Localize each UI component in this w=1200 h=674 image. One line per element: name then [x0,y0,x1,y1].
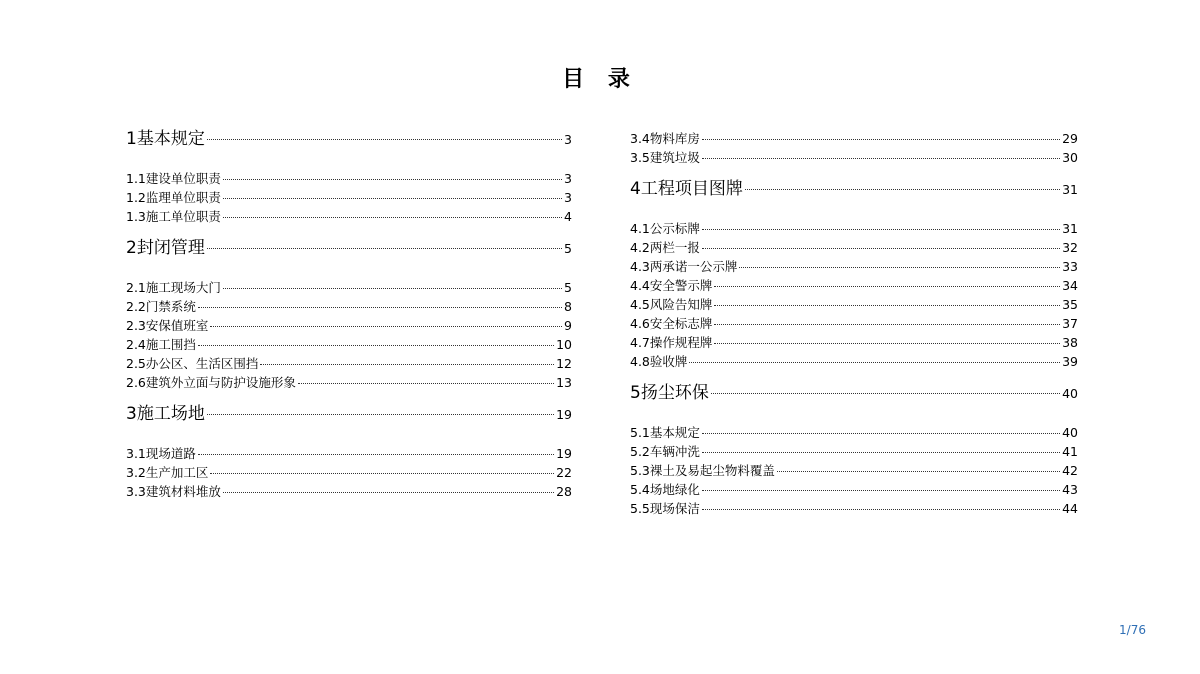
toc-entry-label: 1.3施工单位职责 [126,209,221,224]
toc-entry[interactable] [630,295,1078,314]
toc-page-number: 19 [556,446,572,461]
toc-section-heading[interactable] [630,381,1078,405]
toc-heading-label: 3施工场地 [126,404,205,424]
toc-leader-dots [714,305,1060,306]
toc-leader-dots [210,473,554,474]
toc-heading-label: 2封闭管理 [126,238,205,258]
toc-entry-label: 2.5办公区、生活区围挡 [126,356,259,371]
toc-page-number: 39 [1062,354,1078,369]
toc-entry-label: 3.1现场道路 [126,446,196,461]
toc-leader-dots [739,267,1060,268]
toc-entry[interactable] [630,480,1078,499]
toc-page-number: 29 [1062,131,1078,146]
toc-page-number: 31 [1062,182,1078,197]
toc-page-number: 10 [556,337,572,352]
toc-entry-label: 2.1施工现场大门 [126,280,221,295]
toc-entry-label: 2.6建筑外立面与防护设施形象 [126,375,296,390]
toc-page-number: 3 [564,190,572,205]
toc-leader-dots [207,139,562,140]
toc-page-number: 31 [1062,221,1078,236]
toc-entry[interactable] [630,276,1078,295]
toc-entry-label: 3.3建筑材料堆放 [126,484,221,499]
toc-entry[interactable] [126,207,572,226]
toc-entry[interactable] [630,499,1078,518]
toc-entry-label: 2.3安保值班室 [126,318,209,333]
toc-entry[interactable] [126,373,572,392]
toc-section-heading[interactable] [630,177,1078,201]
toc-leader-dots [702,509,1060,510]
toc-page-number: 42 [1062,463,1078,478]
toc-entry[interactable] [630,442,1078,461]
toc-entry[interactable] [126,354,572,373]
toc-right-column [630,129,1078,518]
toc-entry[interactable] [126,444,572,463]
toc-leader-dots [223,217,562,218]
page-title: 目 录 [562,67,638,92]
toc-entry-label: 4.5风险告知牌 [630,297,713,312]
toc-entry[interactable] [126,169,572,188]
toc-leader-dots [207,414,554,415]
toc-entry[interactable] [630,333,1078,352]
toc-page-number: 3 [564,132,572,147]
toc-leader-dots [223,492,554,493]
toc-leader-dots [689,362,1060,363]
toc-leader-dots [260,364,554,365]
toc-leader-dots [714,324,1060,325]
toc-leader-dots [714,343,1060,344]
toc-page-number: 34 [1062,278,1078,293]
toc-left-column [126,127,572,501]
toc-leader-dots [223,198,562,199]
toc-entry-label: 1.2监理单位职责 [126,190,221,205]
toc-entry-label: 3.4物料库房 [630,131,700,146]
toc-entry-label: 5.5现场保洁 [630,501,700,516]
toc-leader-dots [210,326,562,327]
toc-leader-dots [223,179,562,180]
toc-page-number: 9 [564,318,572,333]
toc-entry[interactable] [630,423,1078,442]
toc-leader-dots [745,189,1060,190]
toc-page-number: 5 [564,280,572,295]
toc-leader-dots [702,452,1060,453]
toc-leader-dots [198,307,562,308]
toc-leader-dots [777,471,1060,472]
toc-leader-dots [711,393,1060,394]
toc-entry[interactable] [126,482,572,501]
toc-entry[interactable] [126,316,572,335]
toc-leader-dots [198,454,554,455]
toc-leader-dots [702,248,1060,249]
toc-page-number: 4 [564,209,572,224]
toc-entry-label: 5.2车辆冲洗 [630,444,700,459]
toc-page-number: 13 [556,375,572,390]
toc-heading-label: 5扬尘环保 [630,383,709,403]
toc-page-number: 37 [1062,316,1078,331]
toc-page-number: 5 [564,241,572,256]
toc-leader-dots [702,229,1060,230]
toc-page-number: 8 [564,299,572,314]
toc-entry-label: 4.4安全警示牌 [630,278,713,293]
toc-entry-label: 4.2两栏一报 [630,240,700,255]
toc-page-number: 30 [1062,150,1078,165]
toc-entry-label: 4.6安全标志牌 [630,316,713,331]
toc-entry-label: 3.5建筑垃圾 [630,150,700,165]
toc-entry[interactable] [126,278,572,297]
toc-page-number: 44 [1062,501,1078,516]
toc-entry[interactable] [630,314,1078,333]
toc-leader-dots [223,288,562,289]
toc-section-heading[interactable] [126,236,572,260]
toc-section-heading[interactable] [126,127,572,151]
toc-entry[interactable] [630,148,1078,167]
toc-entry-label: 4.1公示标牌 [630,221,700,236]
toc-leader-dots [714,286,1060,287]
toc-leader-dots [198,345,554,346]
toc-page-number: 3 [564,171,572,186]
toc-entry-label: 5.3裸土及易起尘物料覆盖 [630,463,775,478]
toc-leader-dots [702,158,1060,159]
toc-entry[interactable] [630,461,1078,480]
toc-entry-label: 4.8验收牌 [630,354,688,369]
toc-page-number: 12 [556,356,572,371]
toc-entry-label: 5.4场地绿化 [630,482,700,497]
toc-entry-label: 2.2门禁系统 [126,299,196,314]
toc-leader-dots [702,139,1060,140]
toc-page-number: 40 [1062,386,1078,401]
toc-entry[interactable] [630,129,1078,148]
toc-entry-label: 5.1基本规定 [630,425,700,440]
toc-page-number: 41 [1062,444,1078,459]
toc-page-number: 43 [1062,482,1078,497]
toc-entry-label: 1.1建设单位职责 [126,171,221,186]
toc-entry[interactable] [630,238,1078,257]
toc-page-number: 38 [1062,335,1078,350]
toc-heading-label: 4工程项目图牌 [630,179,743,199]
toc-page-number: 19 [556,407,572,422]
toc-leader-dots [702,433,1060,434]
toc-entry[interactable] [630,352,1078,371]
toc-entry[interactable] [630,219,1078,238]
toc-leader-dots [298,383,554,384]
toc-page-number: 28 [556,484,572,499]
toc-page-number: 32 [1062,240,1078,255]
toc-section-heading[interactable] [126,402,572,426]
toc-page-number: 33 [1062,259,1078,274]
toc-leader-dots [207,248,562,249]
toc-entry[interactable] [126,297,572,316]
toc-leader-dots [702,490,1060,491]
toc-entry-label: 2.4施工围挡 [126,337,196,352]
toc-entry[interactable] [126,335,572,354]
toc-entry[interactable] [126,463,572,482]
toc-entry[interactable] [126,188,572,207]
toc-heading-label: 1基本规定 [126,129,205,149]
toc-page-number: 22 [556,465,572,480]
toc-entry-label: 4.7操作规程牌 [630,335,713,350]
page-number: 1/76 [1119,623,1146,637]
toc-entry-label: 4.3两承诺一公示牌 [630,259,738,274]
toc-entry-label: 3.2生产加工区 [126,465,209,480]
toc-page-number: 35 [1062,297,1078,312]
toc-entry[interactable] [630,257,1078,276]
toc-page-number: 40 [1062,425,1078,440]
